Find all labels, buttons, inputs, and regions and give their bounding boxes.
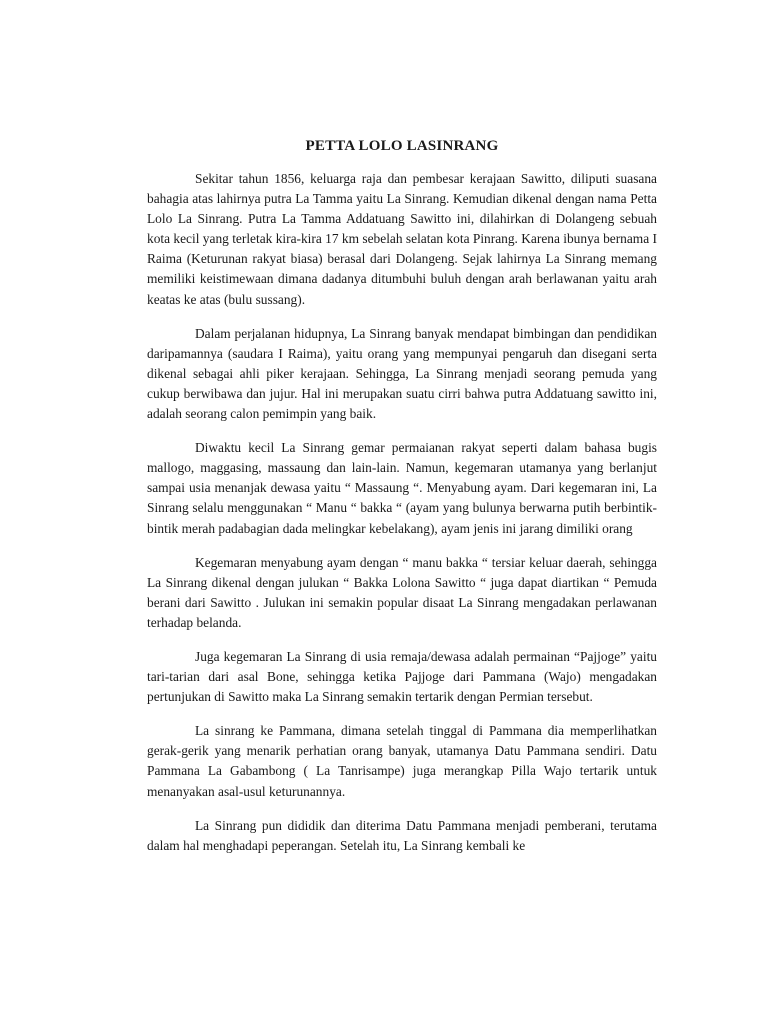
paragraph: La Sinrang pun dididik dan diterima Datu Pammana menjadi pemberani, terutama dalam hal menghadapi peperangan. Setelah itu, La Sinrang kembali ke bbox=[147, 817, 657, 853]
paragraph: Juga kegemaran La Sinrang di usia remaja/dewasa adalah permainan “Pajjoge” yaitu tari-tarian dari asal Bone, sehingga ketika Pajjoge dari Pammana (Wajo) mengadakan pertunjukan di Sawitto maka La Sinrang semakin tertarik dengan Permian tersebut. bbox=[147, 648, 657, 705]
paragraph: La sinrang ke Pammana, dimana setelah tinggal di Pammana dia memperlihatkan gerak-gerik yang menarik perhatian orang banyak, utamanya Datu Pammana sendiri. Datu Pammana La Gabambong ( La Tanrisampe) juga merangkap Pilla Wajo tertarik untuk menanyakan asal-usul keturunannya. bbox=[147, 723, 657, 799]
document-body bbox=[147, 136, 657, 870]
paragraph: Sekitar tahun 1856, keluarga raja dan pembesar kerajaan Sawitto, diliputi suasana bahagia atas lahirnya putra La Tamma yaitu La Sinrang. Kemudian dikenal dengan nama Petta Lolo La Sinrang. Putra La Tamma Addatuang Sawitto ini, dilahirkan di Dolangeng sebuah kota kecil yang terletak kira-kira 17 km sebelah selatan kota Pinrang. Karena ibunya bernama I Raima (Keturunan rakyat biasa) berasal dari Dolangeng. Sejak lahirnya La Sinrang memang memiliki keistimewaan dimana dadanya ditumbuhi buluh dengan arah berlawanan yaitu arah keatas ke atas (bulu sussang). bbox=[147, 171, 657, 307]
document-title: PETTA LOLO LASINRANG bbox=[305, 138, 499, 154]
paragraph: Kegemaran menyabung ayam dengan “ manu bakka “ tersiar keluar daerah, sehingga La Sinrang dikenal dengan julukan “ Bakka Lolona Sawitto “ juga dapat diartikan “ Pemuda berani dari Sawitto . Julukan ini semakin popular disaat La Sinrang mengadakan perlawanan terhadap belanda. bbox=[147, 554, 657, 630]
paragraph: Diwaktu kecil La Sinrang gemar permaianan rakyat seperti dalam bahasa bugis mallogo, maggasing, massaung dan lain-lain. Namun, kegemaran utamanya yang berlanjut sampai usia menanjak dewasa yaitu “ Massaung “. Menyabung ayam. Dari kegemaran ini, La Sinrang selalu menggunakan “ Manu “ bakka “ (ayam yang bulunya berwarna putih berbintik-bintik merah padabagian dada melingkar kebelakang), ayam jenis ini jarang dimiliki orang bbox=[147, 440, 657, 536]
paragraph: Dalam perjalanan hidupnya, La Sinrang banyak mendapat bimbingan dan pendidikan daripamannya (saudara I Raima), yaitu orang yang mempunyai pengaruh dan disegani serta dikenal sebagai ahli piker kerajaan. Sehingga, La Sinrang menjadi seorang pemuda yang cukup berwibawa dan jujur. Hal ini merupakan suatu cirri bahwa putra Addatuang sawitto ini, adalah seorang calon pemimpin yang baik. bbox=[147, 325, 657, 422]
